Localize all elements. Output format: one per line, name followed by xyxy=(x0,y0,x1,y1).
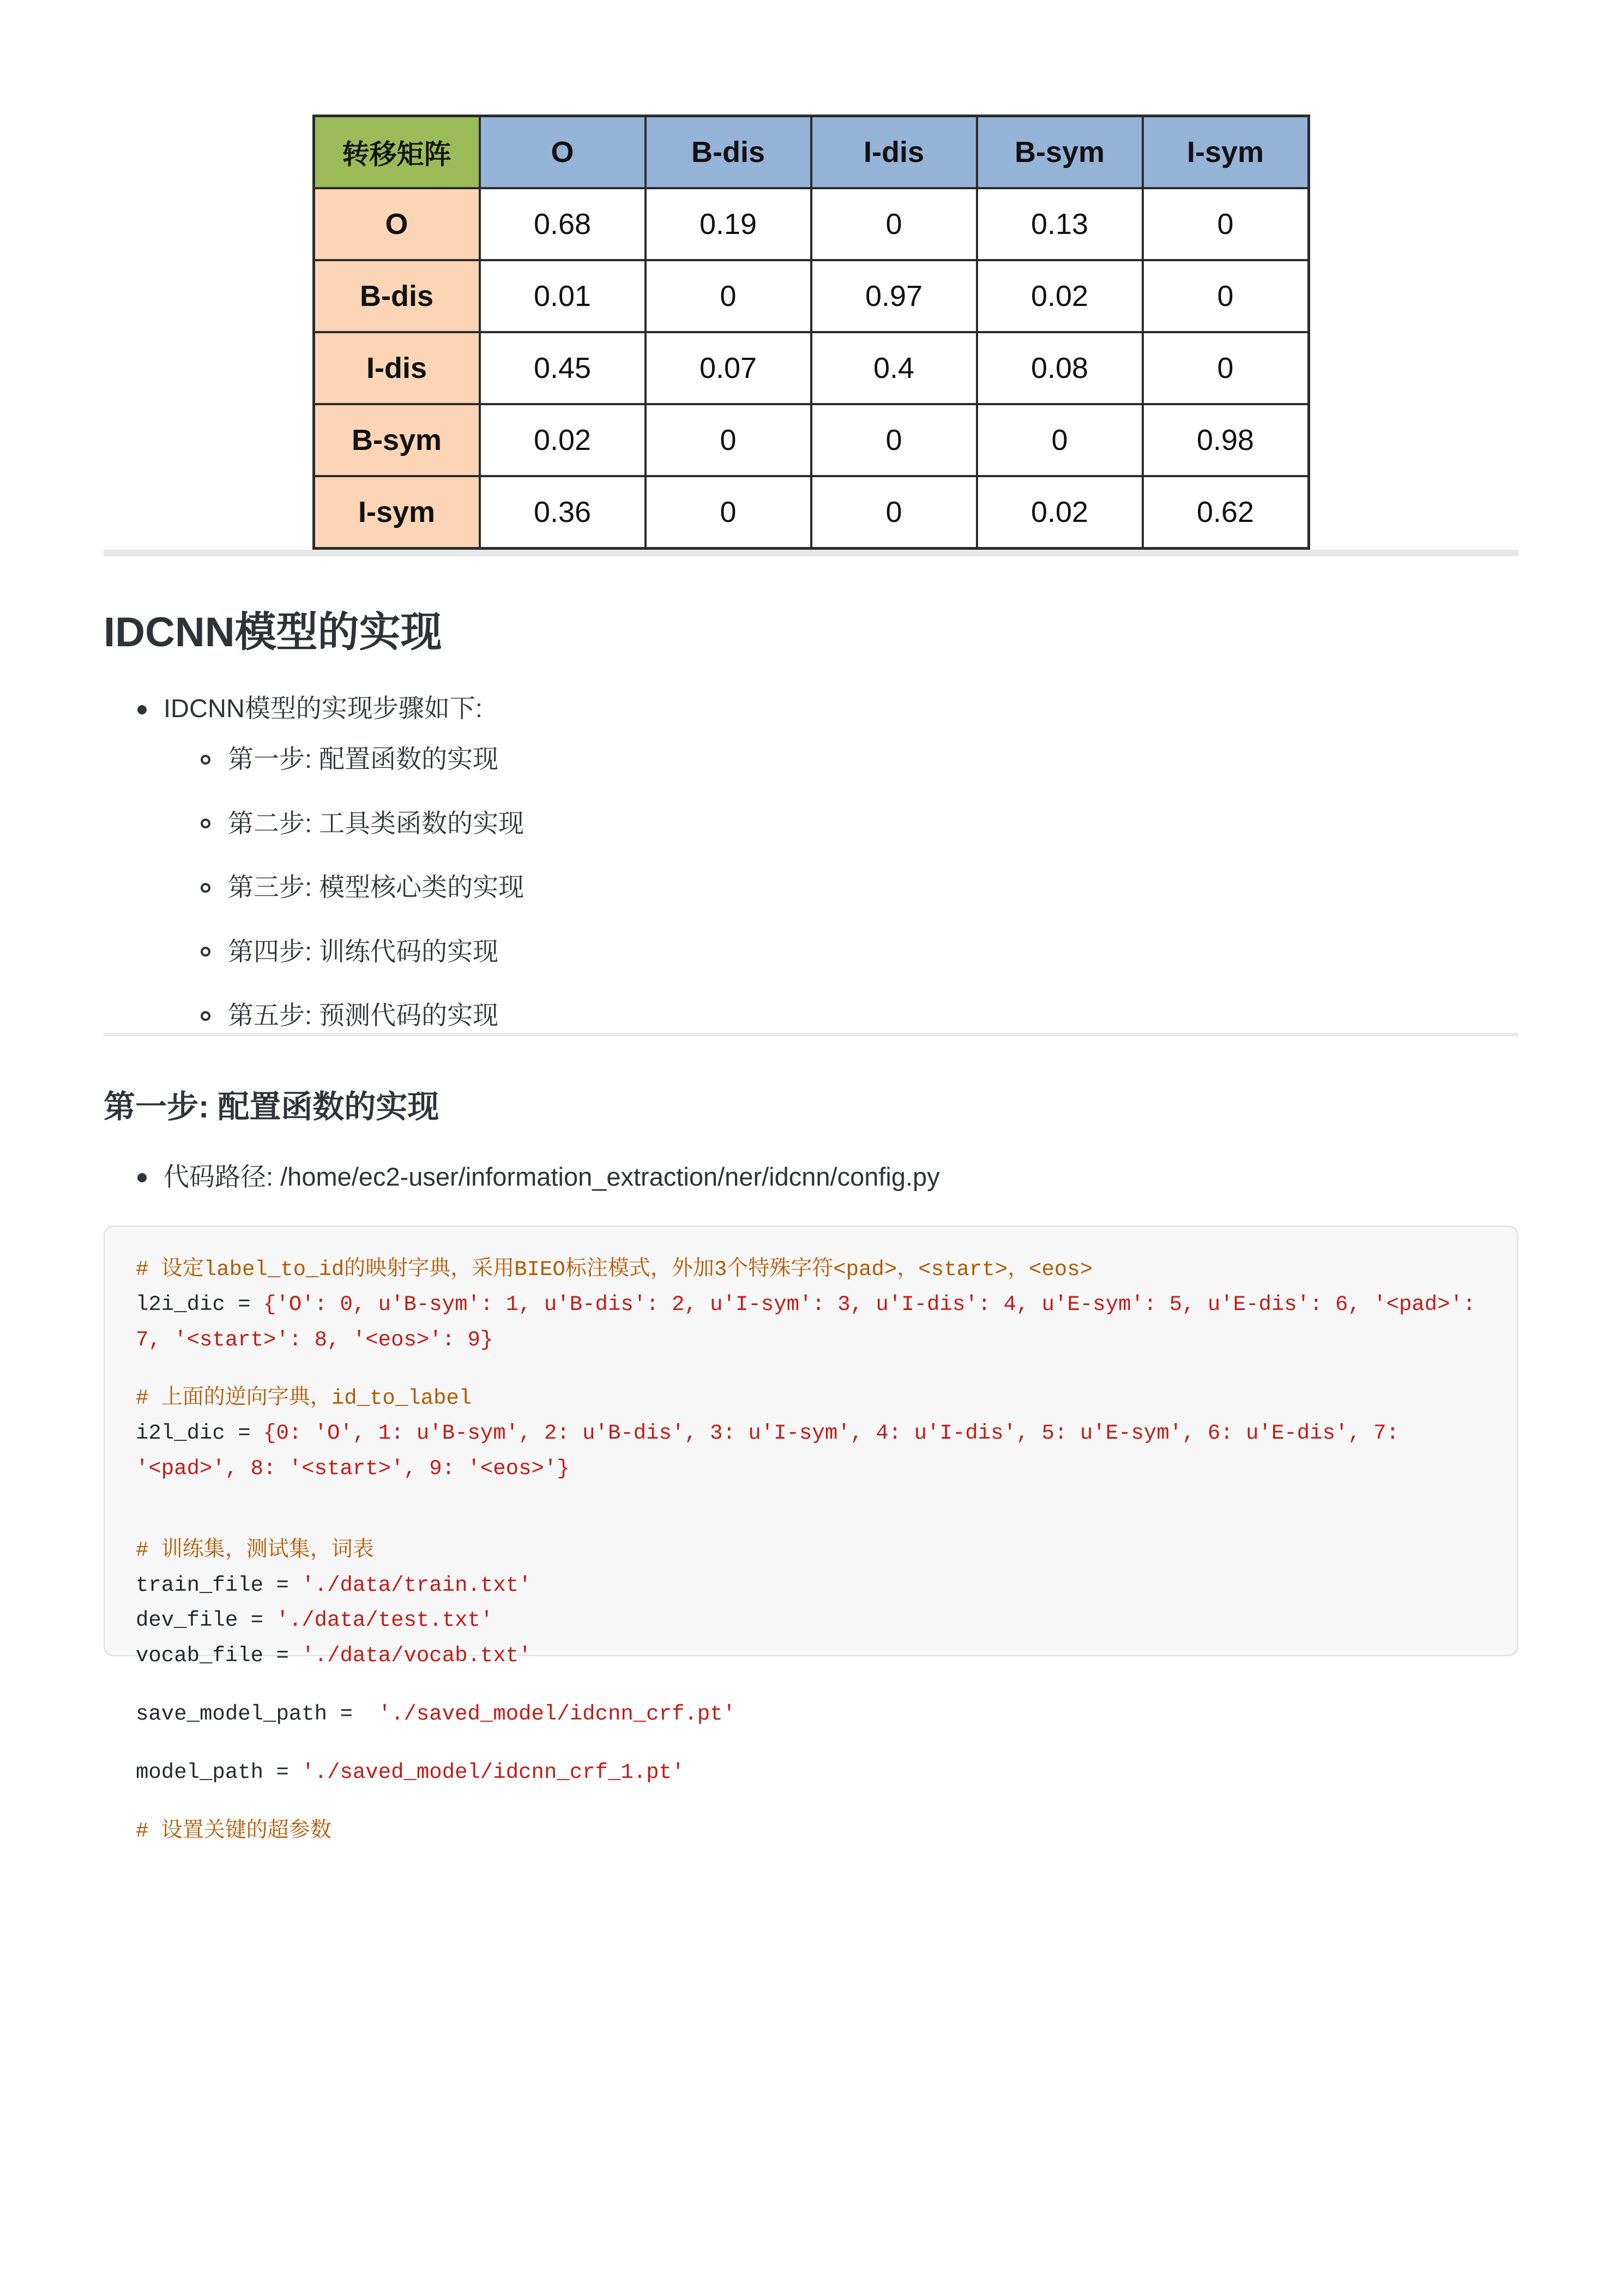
matrix-cell-1-4: 0 xyxy=(1143,260,1309,332)
code-block-config-py[interactable] xyxy=(104,1225,1518,1843)
list-item xyxy=(164,1159,1518,1194)
table-row xyxy=(313,332,1309,404)
matrix-col-header-3: B-sym xyxy=(977,116,1143,189)
matrix-cell-3-3: 0 xyxy=(977,404,1143,476)
code-comment-1: # 设定label_to_id的映射字典，采用BIEO标注模式，外加3个特殊字符<pad>，<start>，<eos> xyxy=(136,1258,1093,1282)
list-item xyxy=(228,998,1518,1032)
section-divider-step1 xyxy=(104,1033,1518,1036)
model-step-4: 第四步: 训练代码的实现 xyxy=(228,936,499,966)
code-path-text: 代码路径: /home/ec2-user/information_extraction/ner/idcnn/config.py xyxy=(164,1162,940,1191)
code-var-vocab-file-value: './data/vocab.txt' xyxy=(302,1643,532,1668)
model-step-3: 第三步: 模型核心类的实现 xyxy=(228,873,524,902)
code-blank-line xyxy=(136,1357,1486,1381)
code-line-dev-file xyxy=(136,1603,1486,1638)
code-comment-3: # 训练集，测试集，词表 xyxy=(136,1538,374,1562)
table-row xyxy=(313,404,1309,476)
matrix-col-header-0: O xyxy=(480,116,646,189)
matrix-cell-0-4: 0 xyxy=(1143,188,1309,260)
table-row xyxy=(313,260,1309,332)
matrix-header-row xyxy=(313,116,1309,189)
code-equals-i2l: = xyxy=(238,1421,251,1446)
model-steps-list xyxy=(104,691,1518,1033)
hollow-bullet-icon xyxy=(201,819,210,828)
table-row xyxy=(313,188,1309,260)
code-blank-line xyxy=(136,1673,1486,1697)
hollow-bullet-icon xyxy=(201,755,210,765)
code-blank-line xyxy=(136,1732,1486,1755)
code-blank-line xyxy=(136,1790,1486,1814)
matrix-cell-2-4: 0 xyxy=(1143,332,1309,404)
code-comment-4: # 设置关键的超参数 xyxy=(136,1819,331,1843)
matrix-cell-0-0: 0.68 xyxy=(480,188,646,260)
page-title: IDCNN模型的实现 xyxy=(104,609,442,656)
hollow-bullet-icon xyxy=(201,883,210,893)
matrix-col-header-1: B-dis xyxy=(646,116,811,189)
bullet-icon xyxy=(137,705,147,714)
table-row xyxy=(313,476,1309,549)
code-equals-vocab-file: = xyxy=(276,1643,289,1668)
matrix-cell-1-3: 0.02 xyxy=(977,260,1143,332)
model-steps-sublist xyxy=(164,742,1518,1032)
matrix-corner-label: 转移矩阵 xyxy=(313,116,480,189)
code-line-l2i xyxy=(136,1287,1486,1357)
code-equals-save-model-path: = xyxy=(340,1702,353,1727)
code-var-model-path-value: './saved_model/idcnn_crf_1.pt' xyxy=(302,1760,685,1785)
code-var-model-path-name: model_path xyxy=(136,1760,264,1785)
list-item xyxy=(228,934,1518,969)
matrix-row-header-3: B-sym xyxy=(313,404,480,476)
model-step-1: 第一步: 配置函数的实现 xyxy=(228,744,499,774)
code-equals-train-file: = xyxy=(276,1573,289,1598)
code-blank-line xyxy=(136,1486,1486,1510)
matrix-row-header-0: O xyxy=(313,188,480,260)
matrix-row-header-4: I-sym xyxy=(313,476,480,549)
matrix-cell-0-1: 0.19 xyxy=(646,188,811,260)
code-equals-model-path: = xyxy=(276,1760,289,1785)
matrix-cell-1-1: 0 xyxy=(646,260,811,332)
matrix-cell-0-3: 0.13 xyxy=(977,188,1143,260)
model-step-5: 第五步: 预测代码的实现 xyxy=(228,1001,499,1030)
code-var-train-file-name: train_file xyxy=(136,1573,264,1598)
matrix-cell-2-3: 0.08 xyxy=(977,332,1143,404)
transition-matrix-figure xyxy=(104,0,1518,550)
hollow-bullet-icon xyxy=(201,947,210,957)
transition-matrix-table xyxy=(312,115,1310,550)
code-var-i2l-name: i2l_dic xyxy=(136,1421,225,1446)
list-item xyxy=(164,691,1518,1033)
code-var-i2l-value: {0: 'O', 1: u'B-sym', 2: u'B-dis', 3: u'I-sym', 4: u'I-dis', 5: u'E-sym', 6: u'E-dis', 7: '<pad>', 8: '<start>', 9: '<eos>'} xyxy=(136,1421,1412,1481)
list-item xyxy=(228,742,1518,776)
matrix-cell-3-0: 0.02 xyxy=(480,404,646,476)
matrix-cell-0-2: 0 xyxy=(811,188,977,260)
model-steps-intro: IDCNN模型的实现步骤如下: xyxy=(164,694,483,723)
code-var-train-file-value: './data/train.txt' xyxy=(302,1573,532,1598)
matrix-header-row-group xyxy=(313,116,1309,189)
matrix-cell-1-0: 0.01 xyxy=(480,260,646,332)
code-var-vocab-file-name: vocab_file xyxy=(136,1643,264,1668)
matrix-row-header-1: B-dis xyxy=(313,260,480,332)
matrix-cell-4-0: 0.36 xyxy=(480,476,646,549)
step1-heading: 第一步: 配置函数的实现 xyxy=(104,1089,439,1125)
code-line-vocab-file xyxy=(136,1638,1486,1673)
code-line-model-path xyxy=(136,1755,1486,1790)
matrix-cell-4-2: 0 xyxy=(811,476,977,549)
list-item xyxy=(228,870,1518,904)
model-step-2: 第二步: 工具类函数的实现 xyxy=(228,808,524,838)
code-var-l2i-value: {'O': 0, u'B-sym': 1, u'B-dis': 2, u'I-sym': 3, u'I-dis': 4, u'E-sym': 5, u'E-dis': 6, '<pad>': 7, '<start>': 8, '<eos>': 9} xyxy=(136,1293,1488,1352)
code-comment-2: # 上面的逆向字典，id_to_label xyxy=(136,1386,472,1410)
bullet-icon xyxy=(137,1173,147,1182)
matrix-cell-2-1: 0.07 xyxy=(646,332,811,404)
code-line-train-file xyxy=(136,1568,1486,1603)
code-line-save-model-path xyxy=(136,1697,1486,1732)
code-equals-dev-file: = xyxy=(250,1608,264,1633)
matrix-cell-3-4: 0.98 xyxy=(1143,404,1309,476)
hollow-bullet-icon xyxy=(201,1011,210,1021)
matrix-cell-4-1: 0 xyxy=(646,476,811,549)
code-var-l2i-name: l2i_dic xyxy=(136,1293,225,1317)
code-blank-line xyxy=(136,1510,1486,1533)
matrix-body xyxy=(313,188,1309,549)
matrix-cell-3-1: 0 xyxy=(646,404,811,476)
section-divider-second xyxy=(104,553,1518,556)
matrix-col-header-2: I-dis xyxy=(811,116,977,189)
matrix-cell-2-0: 0.45 xyxy=(480,332,646,404)
code-var-dev-file-value: './data/test.txt' xyxy=(276,1608,493,1633)
matrix-cell-4-3: 0.02 xyxy=(977,476,1143,549)
matrix-cell-2-2: 0.4 xyxy=(811,332,977,404)
code-line-i2l xyxy=(136,1416,1486,1486)
code-path-list xyxy=(104,1159,1518,1194)
code-var-dev-file-name: dev_file xyxy=(136,1608,238,1633)
code-equals-l2i: = xyxy=(238,1293,251,1317)
matrix-col-header-4: I-sym xyxy=(1143,116,1309,189)
matrix-cell-4-4: 0.62 xyxy=(1143,476,1309,549)
matrix-row-header-2: I-dis xyxy=(313,332,480,404)
code-var-save-model-path-value: './saved_model/idcnn_crf.pt' xyxy=(378,1702,735,1727)
list-item xyxy=(228,806,1518,840)
code-var-save-model-path-name: save_model_path xyxy=(136,1702,328,1727)
matrix-cell-3-2: 0 xyxy=(811,404,977,476)
matrix-cell-1-2: 0.97 xyxy=(811,260,977,332)
